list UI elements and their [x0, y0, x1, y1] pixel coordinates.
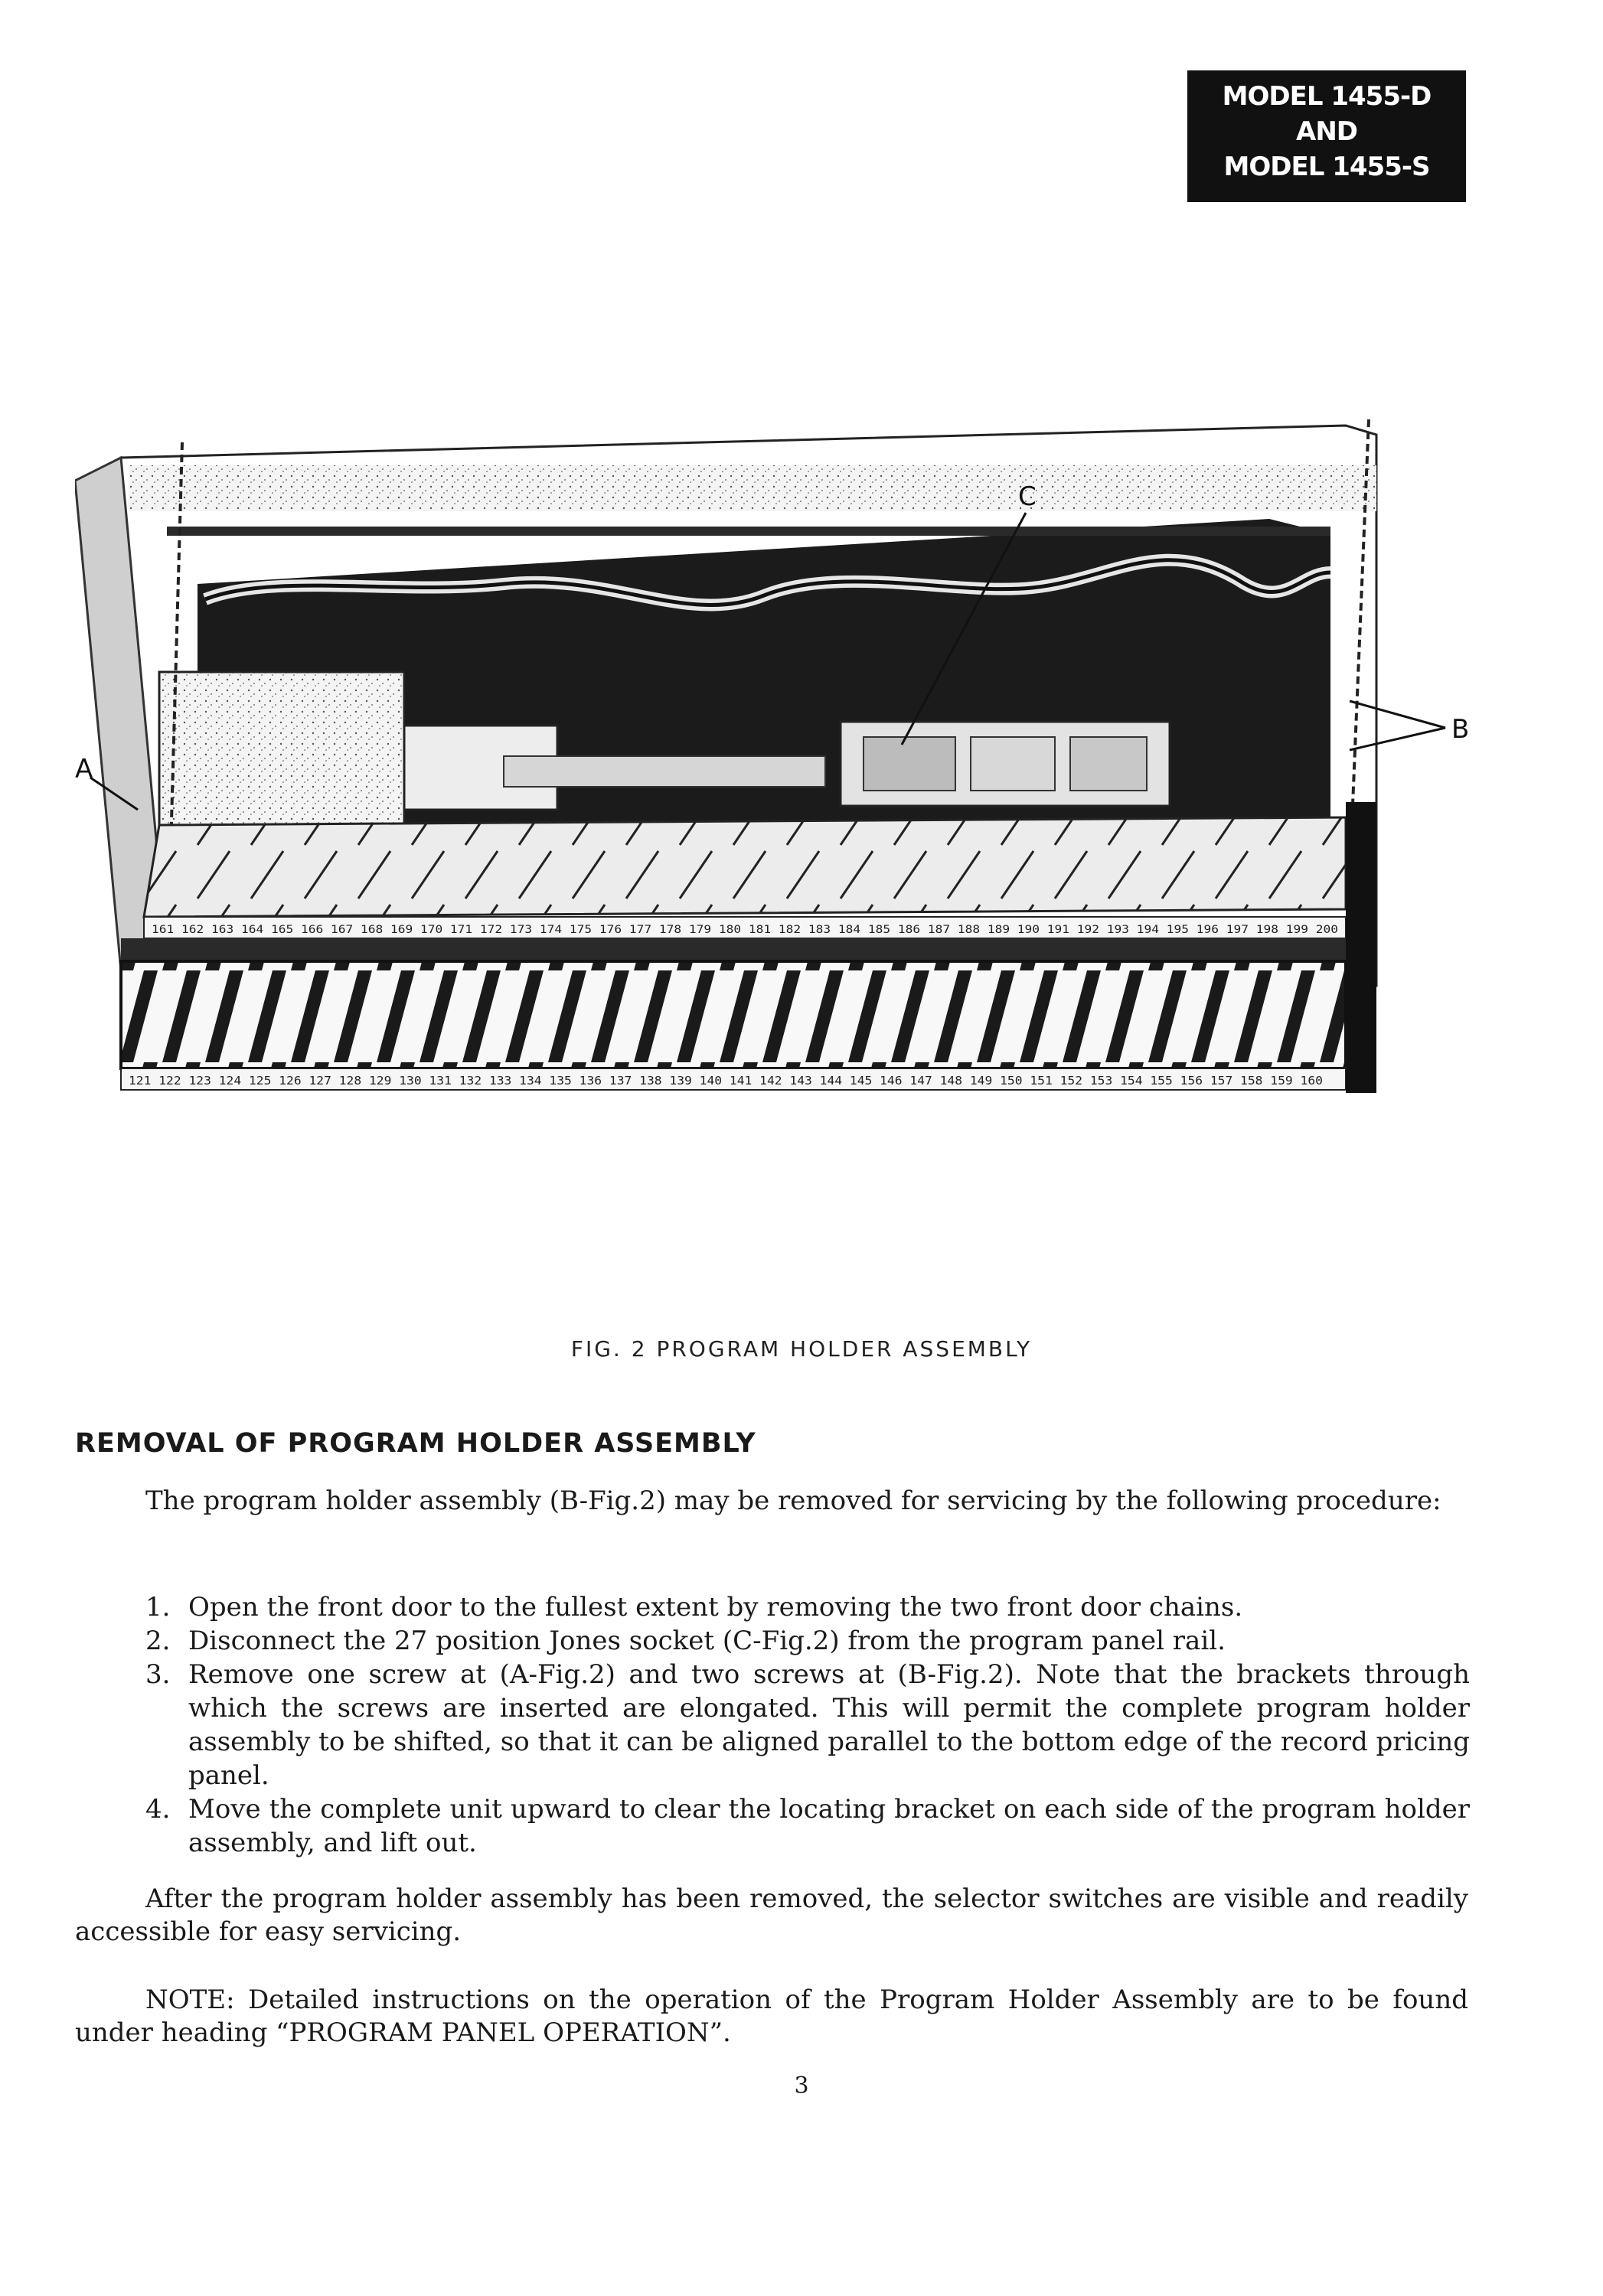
step-text: Remove one screw at (A-Fig.2) and two screws at (B-Fig.2). Note that the brackets through which the screws are inserted are elongated. This will permit the complete program holder assembly to be shifted, so that it can be aligned parallel to the bottom edge of the record pricing panel.	[188, 1659, 1470, 1791]
lower-strip-numbers: 121 122 123 124 125 126 127 128 129 130 131 132 133 134 135 136 137 138 139 140 141 142 143 144 145 146 147 148 149 150 151 152 153 154 155 156 157 158 159 160	[129, 1074, 1323, 1088]
program-holder-photo	[75, 419, 1484, 1124]
callout-a: A	[75, 754, 93, 784]
model-line-3: MODEL 1455-S	[1223, 152, 1430, 182]
after-paragraph: After the program holder assembly has been removed, the selector switches are visible and readily accessible for easy servicing.	[75, 1883, 1468, 1947]
callout-b: B	[1451, 714, 1470, 745]
list-item	[145, 1792, 1470, 1860]
section-heading: REMOVAL OF PROGRAM HOLDER ASSEMBLY	[75, 1428, 756, 1459]
note-paragraph: NOTE: Detailed instructions on the operation of the Program Holder Assembly are to be found under heading “PROGRAM PANEL OPERATION”.	[75, 1985, 1468, 2048]
step-number: 2.	[145, 1626, 171, 1656]
model-badge	[1187, 70, 1466, 202]
model-line-1: MODEL 1455-D	[1222, 81, 1432, 112]
list-item	[145, 1658, 1470, 1792]
step-text: Open the front door to the fullest extent by removing the two front door chains.	[188, 1592, 1243, 1623]
list-item	[145, 1590, 1470, 1624]
callout-c: C	[1018, 481, 1037, 512]
step-text: Move the complete unit upward to clear the locating bracket on each side of the program holder assembly, and lift out.	[188, 1794, 1470, 1858]
upper-program-strip	[121, 817, 1346, 961]
figure-caption: FIG. 2 PROGRAM HOLDER ASSEMBLY	[570, 1336, 1033, 1362]
step-text: Disconnect the 27 position Jones socket (C-Fig.2) from the program panel rail.	[188, 1626, 1226, 1656]
procedure-list	[145, 1590, 1470, 1860]
upper-strip-numbers: 161 162 163 164 165 166 167 168 169 170 171 172 173 174 175 176 177 178 179 180 181 182 183 184 185 186 187 188 189 190 191 192 193 194 195 196 197 198 199 200	[152, 924, 1338, 936]
list-item	[145, 1624, 1470, 1658]
intro-paragraph: The program holder assembly (B-Fig.2) may be removed for servicing by the following procedure:	[145, 1486, 1441, 1516]
step-number: 1.	[145, 1592, 171, 1623]
page-number: 3	[794, 2073, 809, 2099]
step-number: 3.	[145, 1659, 171, 1690]
jones-socket	[841, 722, 1170, 806]
model-line-2: AND	[1296, 116, 1357, 147]
step-number: 4.	[145, 1794, 171, 1825]
